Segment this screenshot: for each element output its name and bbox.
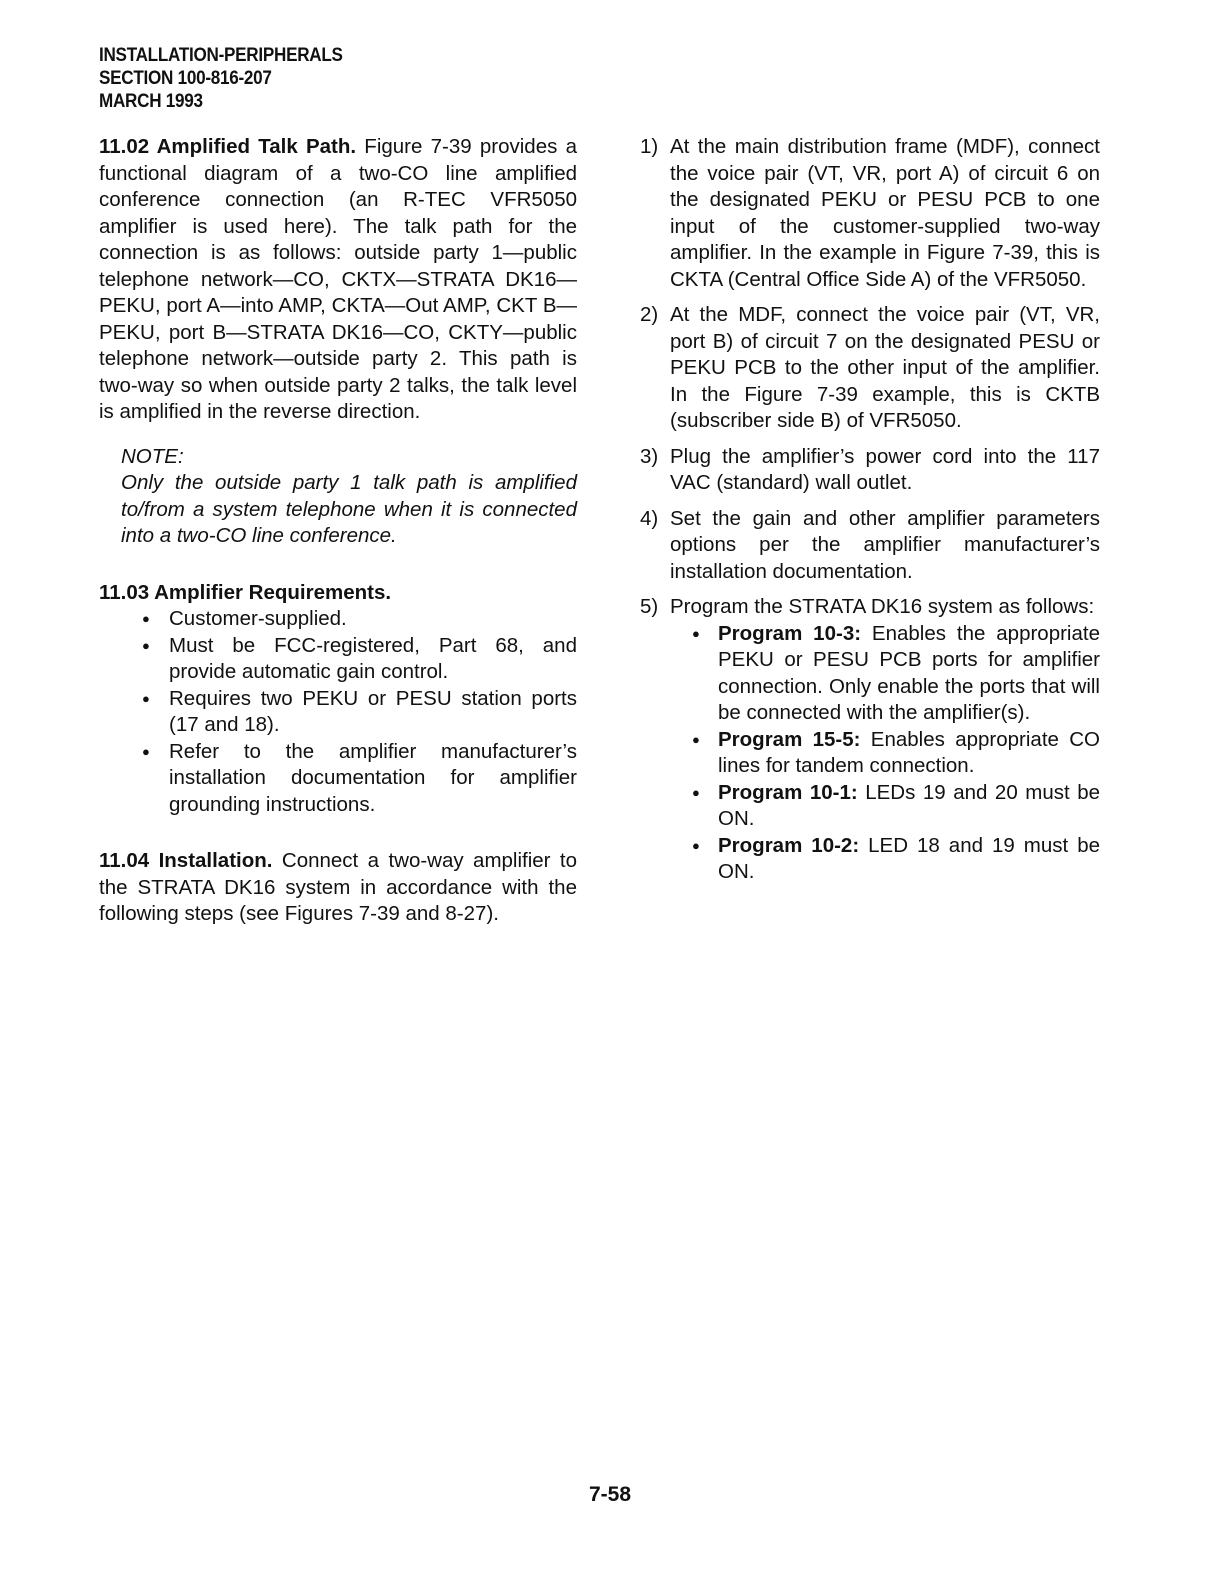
program-list: [670, 621, 1100, 886]
section-11-04-body: Connect a two-way amplifier to the STRATA DK16 system in accordance with the following steps (see Figures 7-39 and 8-27).: [99, 849, 578, 925]
step-item: [640, 302, 1100, 435]
step-text: At the main distribution frame (MDF), connect the voice pair (VT, VR, port A) of circuit 6 on the designated PEKU or PESU PCB to one input of the customer-supplied two-way amplifier. In the example in Figure 7-39, this is CKTA (Central Office Side A) of the VFR5050.: [670, 135, 1100, 291]
section-11-03-heading: 11.03 Amplifier Requirements.: [99, 580, 392, 604]
step-item: [640, 444, 1100, 497]
header-date: MARCH 1993: [99, 91, 203, 112]
section-11-02-body: Figure 7-39 provides a functional diagram of a two-CO line amplified conference connection (an R-TEC VFR5050 amplifier is used here). The talk path for the connection is as follows: outside party 1—public telephone network—CO, CKTX—STRATA DK16—PEKU, port A—into AMP, CKTA—Out AMP, CKT B—PEKU, port B—STRATA DK16—CO, CKTY—public telephone network—outside party 2. This path is two-way so when outside party 2 talks, the talk level is amplified in the reverse direction.: [99, 135, 577, 423]
requirement-item: ● Requires two PEKU or PESU station ports (17 and 18).: [169, 686, 577, 739]
right-column: [640, 134, 1100, 895]
section-11-02: [99, 134, 577, 426]
step-number: 1): [640, 135, 659, 158]
page-number: 7-58: [588, 1483, 632, 1506]
note-title: NOTE:: [121, 444, 184, 468]
header-section: SECTION 100-816-207: [99, 68, 272, 89]
step-text: Set the gain and other amplifier parameters options per the amplifier manufacturer’s installation documentation.: [670, 506, 1100, 583]
requirement-item: ● Refer to the amplifier manufacturer’s installation documentation for amplifier grounding instructions.: [169, 739, 577, 819]
step-item: [640, 594, 1100, 886]
requirement-item: ● Must be FCC-registered, Part 68, and provide automatic gain control.: [169, 633, 577, 686]
header-title: INSTALLATION-PERIPHERALS: [99, 45, 343, 66]
program-label: Program 15-5:: [718, 727, 861, 751]
step-number: 5): [640, 595, 659, 618]
step-text: At the MDF, connect the voice pair (VT, VR, port B) of circuit 7 on the designated PESU or PEKU PCB to the other input of the amplifier. In the Figure 7-39 example, this is CKTB (subscriber side B) of VFR5050.: [670, 303, 1100, 432]
installation-steps: [640, 134, 1100, 886]
step-item: [640, 134, 1100, 293]
section-11-02-heading: 11.02 Amplified Talk Path.: [99, 135, 357, 158]
program-text: Enables appropriate CO lines for tandem connection.: [718, 727, 1100, 777]
step-item: [640, 506, 1100, 586]
section-11-04-heading: 11.04 Installation.: [99, 849, 273, 872]
program-item: [718, 727, 1100, 780]
step-number: 4): [640, 506, 659, 530]
program-text: LED 18 and 19 must be ON.: [718, 833, 1100, 883]
program-text: LEDs 19 and 20 must be ON.: [718, 780, 1100, 830]
program-item: [718, 780, 1100, 833]
section-11-04: [99, 848, 577, 928]
left-column: [99, 134, 577, 928]
program-text: Enables the appropriate PEKU or PESU PCB ports for amplifier connection. Only enable the ports that will be connected with the amplifier(s).: [718, 621, 1100, 724]
step-text: Program the STRATA DK16 system as follows:: [670, 595, 1095, 618]
program-label: Program 10-3:: [718, 621, 862, 645]
requirement-item: ● Customer-supplied.: [169, 606, 577, 633]
note-text: Only the outside party 1 talk path is amplified to/from a system telephone when it is connected into a two-CO line conference.: [121, 471, 577, 547]
note-block: [121, 444, 577, 550]
step-number: 3): [640, 444, 659, 468]
document-header: [99, 44, 343, 113]
program-label: Program 10-1:: [718, 780, 858, 804]
program-item: [718, 621, 1100, 727]
step-number: 2): [640, 303, 659, 326]
requirements-list: [99, 606, 577, 818]
program-item: [718, 833, 1100, 886]
program-label: Program 10-2:: [718, 833, 860, 857]
step-text: Plug the amplifier’s power cord into the 117 VAC (standard) wall outlet.: [670, 444, 1100, 494]
